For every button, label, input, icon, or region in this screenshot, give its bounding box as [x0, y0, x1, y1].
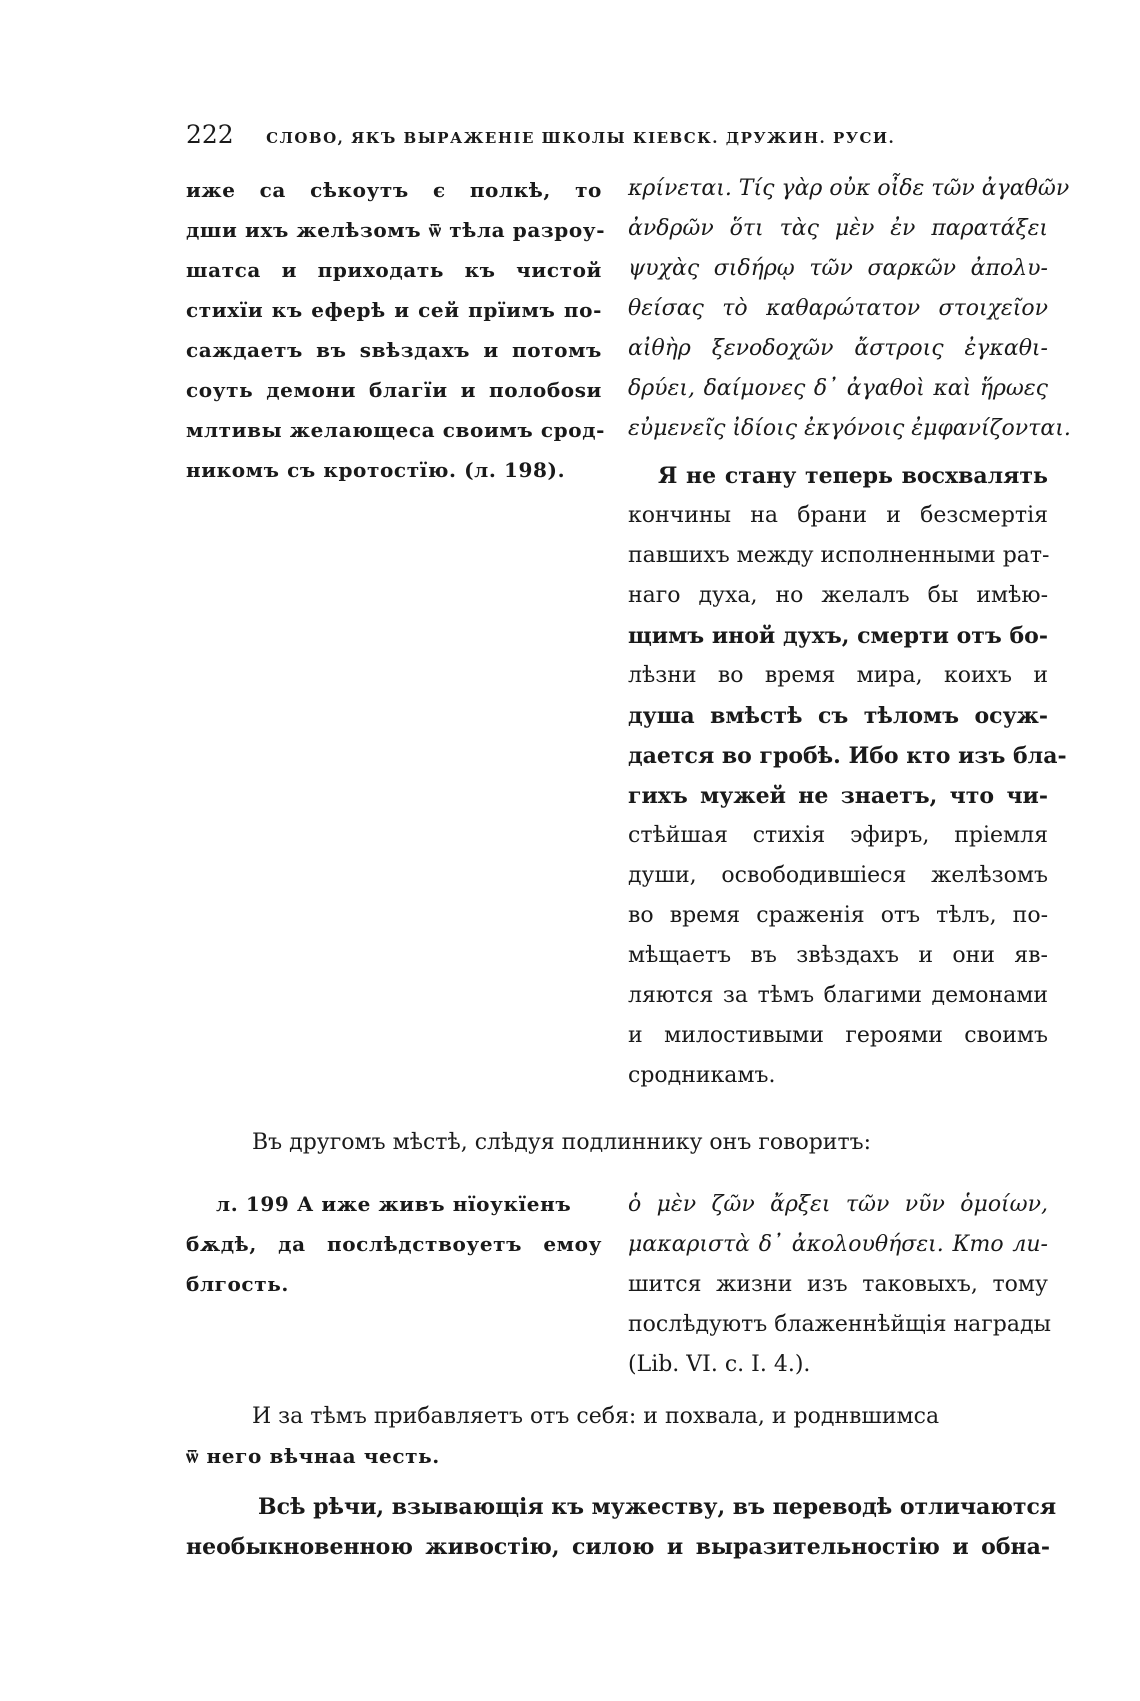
- slavonic-line: стихїи къ еферѣ и сей прїимъ по-: [186, 298, 602, 322]
- greek-line: θείσας τὸ καθαρώτατον στοιχεῖον: [628, 296, 1048, 321]
- slavonic-line: дши ихъ желѣзомъ ѿ тѣла разроу-: [186, 218, 606, 242]
- running-title: СЛОВО, ЯКЪ ВЫРАЖЕНІЕ ШКОЛЫ КІЕВСК. ДРУЖИН. РУСИ.: [266, 129, 896, 147]
- paragraph-3-line: необыкновенною живостію, силою и выразительностію и обна-: [186, 1534, 1050, 1560]
- slavonic-line: иже са сѣкоутъ є полкѣ, то: [186, 178, 602, 202]
- russian-line: щимъ иной духъ, смерти отъ бо-: [628, 623, 1048, 649]
- russian-line: павшихъ между исполненными рат-: [628, 543, 1050, 568]
- slavonic-line: никомъ съ кротостїю. (л. 198).: [186, 458, 566, 482]
- slavonic-line: бѫдѣ, да послѣдствоуетъ емоу: [186, 1232, 602, 1256]
- russian-line: душа вмѣстѣ съ тѣломъ осуж-: [628, 703, 1048, 729]
- russian-line: ляются за тѣмъ благими демонами: [628, 983, 1048, 1008]
- running-header: [186, 120, 966, 149]
- paragraph-3-line: Всѣ рѣчи, взывающія къ мужеству, въ переводѣ отличаются: [258, 1494, 1057, 1520]
- russian-line: лѣзни во время мира, коихъ и: [628, 663, 1048, 688]
- russian-line: Я не стану теперь восхвалять: [658, 463, 1048, 489]
- russian-line: гихъ мужей не знаетъ, что чи-: [628, 783, 1048, 809]
- russian-line: послѣдуютъ блаженнѣйщія награды: [628, 1312, 1052, 1337]
- greek-line: ἀνδρῶν ὅτι τὰς μὲν ἐν παρατάξει: [628, 216, 1048, 241]
- russian-line: и милостивыми героями своимъ: [628, 1023, 1048, 1048]
- greek-line: δρύει, δαίμονες δ᾽ ἀγαθοὶ καὶ ἥρωες: [628, 376, 1048, 401]
- slavonic-line: млтивы желающеса своимъ срод-: [186, 418, 606, 442]
- greek-line: ψυχὰς σιδήρῳ τῶν σαρκῶν ἀπολυ-: [628, 256, 1048, 281]
- greek-line: ὁ μὲν ζῶν ἄρξει τῶν νῦν ὁμοίων,: [628, 1192, 1048, 1217]
- slavonic-line: блгость.: [186, 1272, 289, 1296]
- russian-line: мѣщаетъ въ звѣздахъ и они яв-: [628, 943, 1048, 968]
- russian-line: дается во гробѣ. Ибо кто изъ бла-: [628, 743, 1067, 769]
- paragraph-2-line: ѿ него вѣчнаа честь.: [186, 1444, 440, 1468]
- greek-line: μακαριστὰ δ᾽ ἀκολουθήσει. Кто ли-: [628, 1232, 1048, 1257]
- russian-line: души, освободившіеся желѣзомъ: [628, 863, 1048, 888]
- slavonic-line: л. 199 А иже живъ нїоукїенъ: [216, 1192, 572, 1216]
- russian-line: кончины на брани и безсмертія: [628, 503, 1048, 528]
- transition-line: Въ другомъ мѣстѣ, слѣдуя подлиннику онъ говоритъ:: [252, 1130, 872, 1155]
- greek-line: αἰθὴρ ξενοδοχῶν ἄστροις ἐγκαθι-: [628, 336, 1048, 361]
- russian-line: во время сраженія отъ тѣлъ, по-: [628, 903, 1048, 928]
- paragraph-2-line: И за тѣмъ прибавляетъ отъ себя: и похвала, и роднвшимса: [252, 1404, 940, 1429]
- russian-line: шится жизни изъ таковыхъ, тому: [628, 1272, 1048, 1297]
- page-number: 222: [186, 120, 234, 149]
- russian-line: (Lib. VI. c. I. 4.).: [628, 1352, 811, 1377]
- russian-line: стѣйшая стихія эфиръ, пріемля: [628, 823, 1048, 848]
- slavonic-line: соуть демони благїи и полобоѕи: [186, 378, 602, 402]
- russian-line: сродникамъ.: [628, 1063, 776, 1088]
- greek-line: εὐμενεῖς ἰδίοις ἐκγόνοις ἐμφανίζονται.: [628, 416, 1071, 441]
- slavonic-line: шатса и приходать къ чистой: [186, 258, 602, 282]
- greek-line: κρίνεται. Τίς γὰρ οὐκ οἶδε τῶν ἀγαθῶν: [628, 176, 1070, 201]
- russian-line: наго духа, но желалъ бы имѣю-: [628, 583, 1048, 608]
- slavonic-line: саждаетъ въ ѕвѣздахъ и потомъ: [186, 338, 602, 362]
